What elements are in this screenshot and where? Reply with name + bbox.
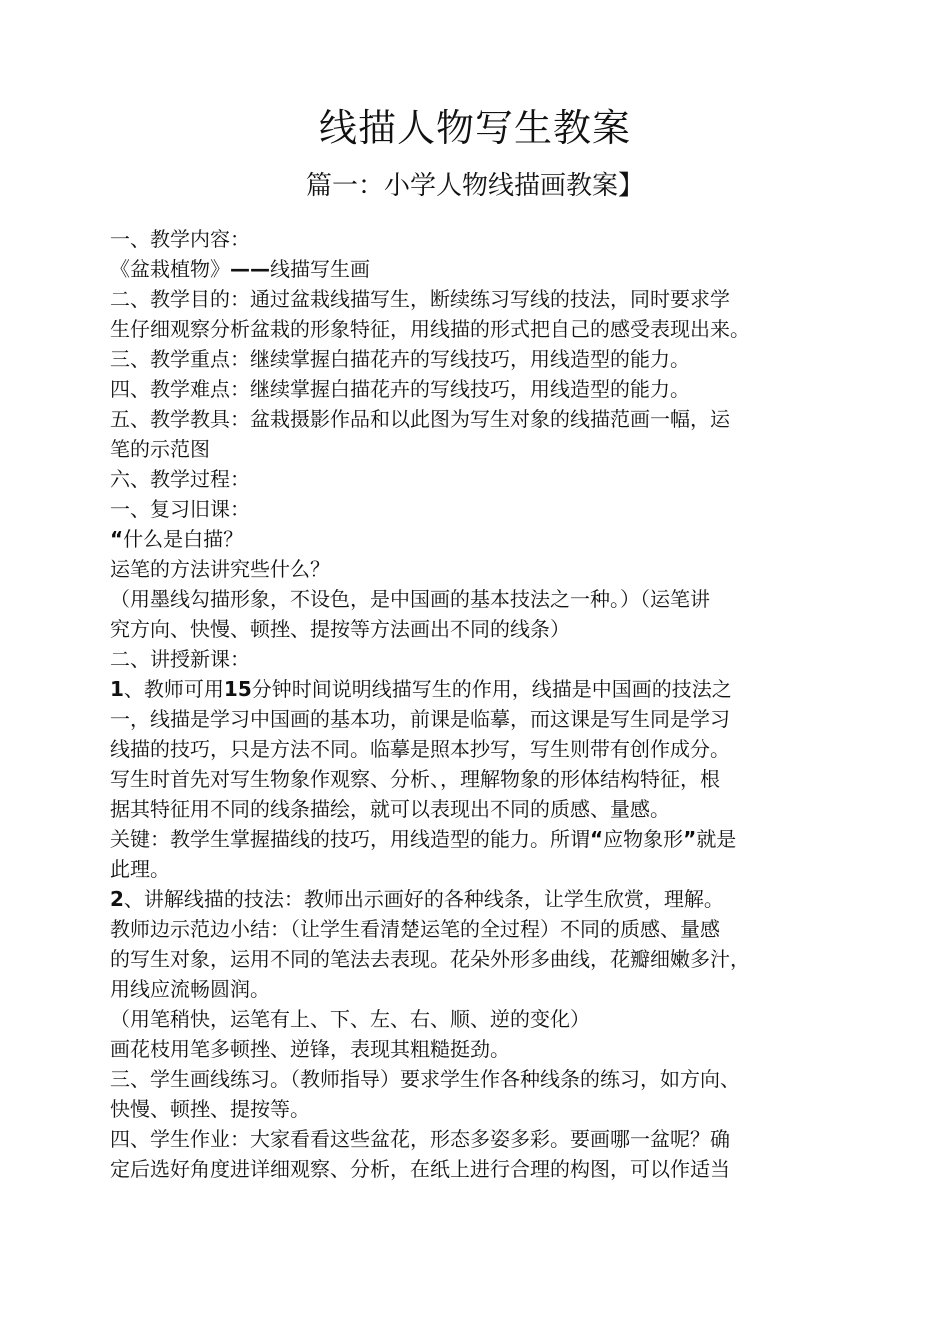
text-run: 二、讲授新课： bbox=[110, 647, 250, 671]
text-run: 笔的示范图 bbox=[110, 437, 210, 461]
text-line bbox=[110, 554, 845, 584]
text-line bbox=[110, 284, 845, 314]
text-run: 、教师可用 bbox=[123, 677, 224, 701]
text-run: 写生时首先对写生物象作观察、分析、，理解物象的形体结构特征，根 bbox=[110, 767, 720, 791]
text-run: 据其特征用不同的线条描绘，就可以表现出不同的质感、量感。 bbox=[110, 797, 670, 821]
text-run: 五、教学教具：盆栽摄影作品和以此图为写生对象的线描范画一幅，运 bbox=[110, 407, 730, 431]
text-run: 什么是白描？ bbox=[123, 527, 244, 551]
text-run: 应物象形 bbox=[603, 827, 684, 851]
text-line bbox=[110, 794, 845, 824]
text-run: 三、学生画线练习。（教师指导）要求学生作各种线条的练习，如方向、 bbox=[110, 1067, 740, 1091]
text-line bbox=[110, 404, 845, 434]
text-run: 画花枝用笔多顿挫、逆锋，表现其粗糙挺劲。 bbox=[110, 1037, 510, 1061]
document-subtitle: 篇一：小学人物线描画教案】 bbox=[305, 171, 644, 201]
text-run: 四、学生作业：大家看看这些盆花，形态多姿多彩。要画哪一盆呢？确 bbox=[110, 1127, 730, 1151]
text-line bbox=[110, 914, 845, 944]
text-line bbox=[110, 734, 845, 764]
text-line bbox=[110, 584, 845, 614]
text-line bbox=[110, 1004, 845, 1034]
text-run: —— bbox=[230, 257, 270, 281]
text-run: （用墨线勾描形象，不设色，是中国画的基本技法之一种。）（运笔讲 bbox=[110, 587, 710, 611]
text-line bbox=[110, 374, 845, 404]
text-run: 六、教学过程： bbox=[110, 467, 250, 491]
text-run: 一、复习旧课： bbox=[110, 497, 250, 521]
text-line bbox=[110, 944, 845, 974]
text-line bbox=[110, 1064, 845, 1094]
text-run: 教师边示范边小结：（让学生看清楚运笔的全过程）不同的质感、量感 bbox=[110, 917, 720, 941]
text-run: 究方向、快慢、顿挫、提按等方法画出不同的线条） bbox=[110, 617, 570, 641]
text-line bbox=[110, 1034, 845, 1064]
text-line bbox=[110, 1094, 845, 1124]
text-run: 分钟时间说明线描写生的作用，线描是中国画的技法之 bbox=[251, 677, 732, 701]
text-line bbox=[110, 704, 845, 734]
text-line bbox=[110, 1154, 845, 1184]
text-line bbox=[110, 614, 845, 644]
text-run: 快慢、顿挫、提按等。 bbox=[110, 1097, 310, 1121]
text-run: “ bbox=[590, 827, 604, 851]
text-line bbox=[110, 224, 845, 254]
text-run: “ bbox=[110, 527, 124, 551]
text-run: 关键：教学生掌握描线的技巧，用线造型的能力。所谓 bbox=[110, 827, 590, 851]
text-run: 定后选好角度进详细观察、分析，在纸上进行合理的构图，可以作适当 bbox=[110, 1157, 730, 1181]
text-line bbox=[110, 434, 845, 464]
text-line bbox=[110, 974, 845, 1004]
text-line bbox=[110, 764, 845, 794]
document-title: 线描人物写生教案 bbox=[318, 106, 631, 150]
text-run: 15 bbox=[223, 677, 252, 701]
text-run: ” bbox=[683, 827, 697, 851]
text-run: 三、教学重点：继续掌握白描花卉的写线技巧，用线造型的能力。 bbox=[110, 347, 690, 371]
text-line bbox=[110, 884, 845, 914]
text-run: 用线应流畅圆润。 bbox=[110, 977, 270, 1001]
text-run: 就是 bbox=[696, 827, 737, 851]
text-run: 此理。 bbox=[110, 857, 170, 881]
text-line bbox=[110, 344, 845, 374]
text-run: 2 bbox=[110, 887, 124, 911]
text-line bbox=[110, 824, 845, 854]
text-line bbox=[110, 314, 845, 344]
text-run: 一、教学内容： bbox=[110, 227, 250, 251]
text-run: （用笔稍快，运笔有上、下、左、右、顺、逆的变化） bbox=[110, 1007, 590, 1031]
text-run: 四、教学难点：继续掌握白描花卉的写线技巧，用线造型的能力。 bbox=[110, 377, 690, 401]
text-run: 运笔的方法讲究些什么？ bbox=[110, 557, 330, 581]
text-run: 生仔细观察分析盆栽的形象特征，用线描的形式把自己的感受表现出来。 bbox=[110, 317, 750, 341]
text-line bbox=[110, 254, 845, 284]
text-run: 1 bbox=[110, 677, 124, 701]
text-line bbox=[110, 524, 845, 554]
text-line bbox=[110, 464, 845, 494]
text-line bbox=[110, 674, 845, 704]
text-run: 的写生对象，运用不同的笔法去表现。花朵外形多曲线，花瓣细嫩多汁， bbox=[110, 947, 750, 971]
text-line bbox=[110, 494, 845, 524]
text-line bbox=[110, 1124, 845, 1154]
text-run: 线描写生画 bbox=[270, 257, 370, 281]
text-run: 、讲解线描的技法：教师出示画好的各种线条，让学生欣赏，理解。 bbox=[123, 887, 724, 911]
document-body bbox=[110, 224, 845, 1184]
text-run: 二、教学目的：通过盆栽线描写生，断续练习写线的技法，同时要求学 bbox=[110, 287, 730, 311]
text-line bbox=[110, 644, 845, 674]
text-line bbox=[110, 854, 845, 884]
text-run: 一，线描是学习中国画的基本功，前课是临摹，而这课是写生同是学习 bbox=[110, 707, 730, 731]
text-run: 线描的技巧，只是方法不同。临摹是照本抄写，写生则带有创作成分。 bbox=[110, 737, 730, 761]
text-run: 《盆栽植物》 bbox=[110, 257, 230, 281]
